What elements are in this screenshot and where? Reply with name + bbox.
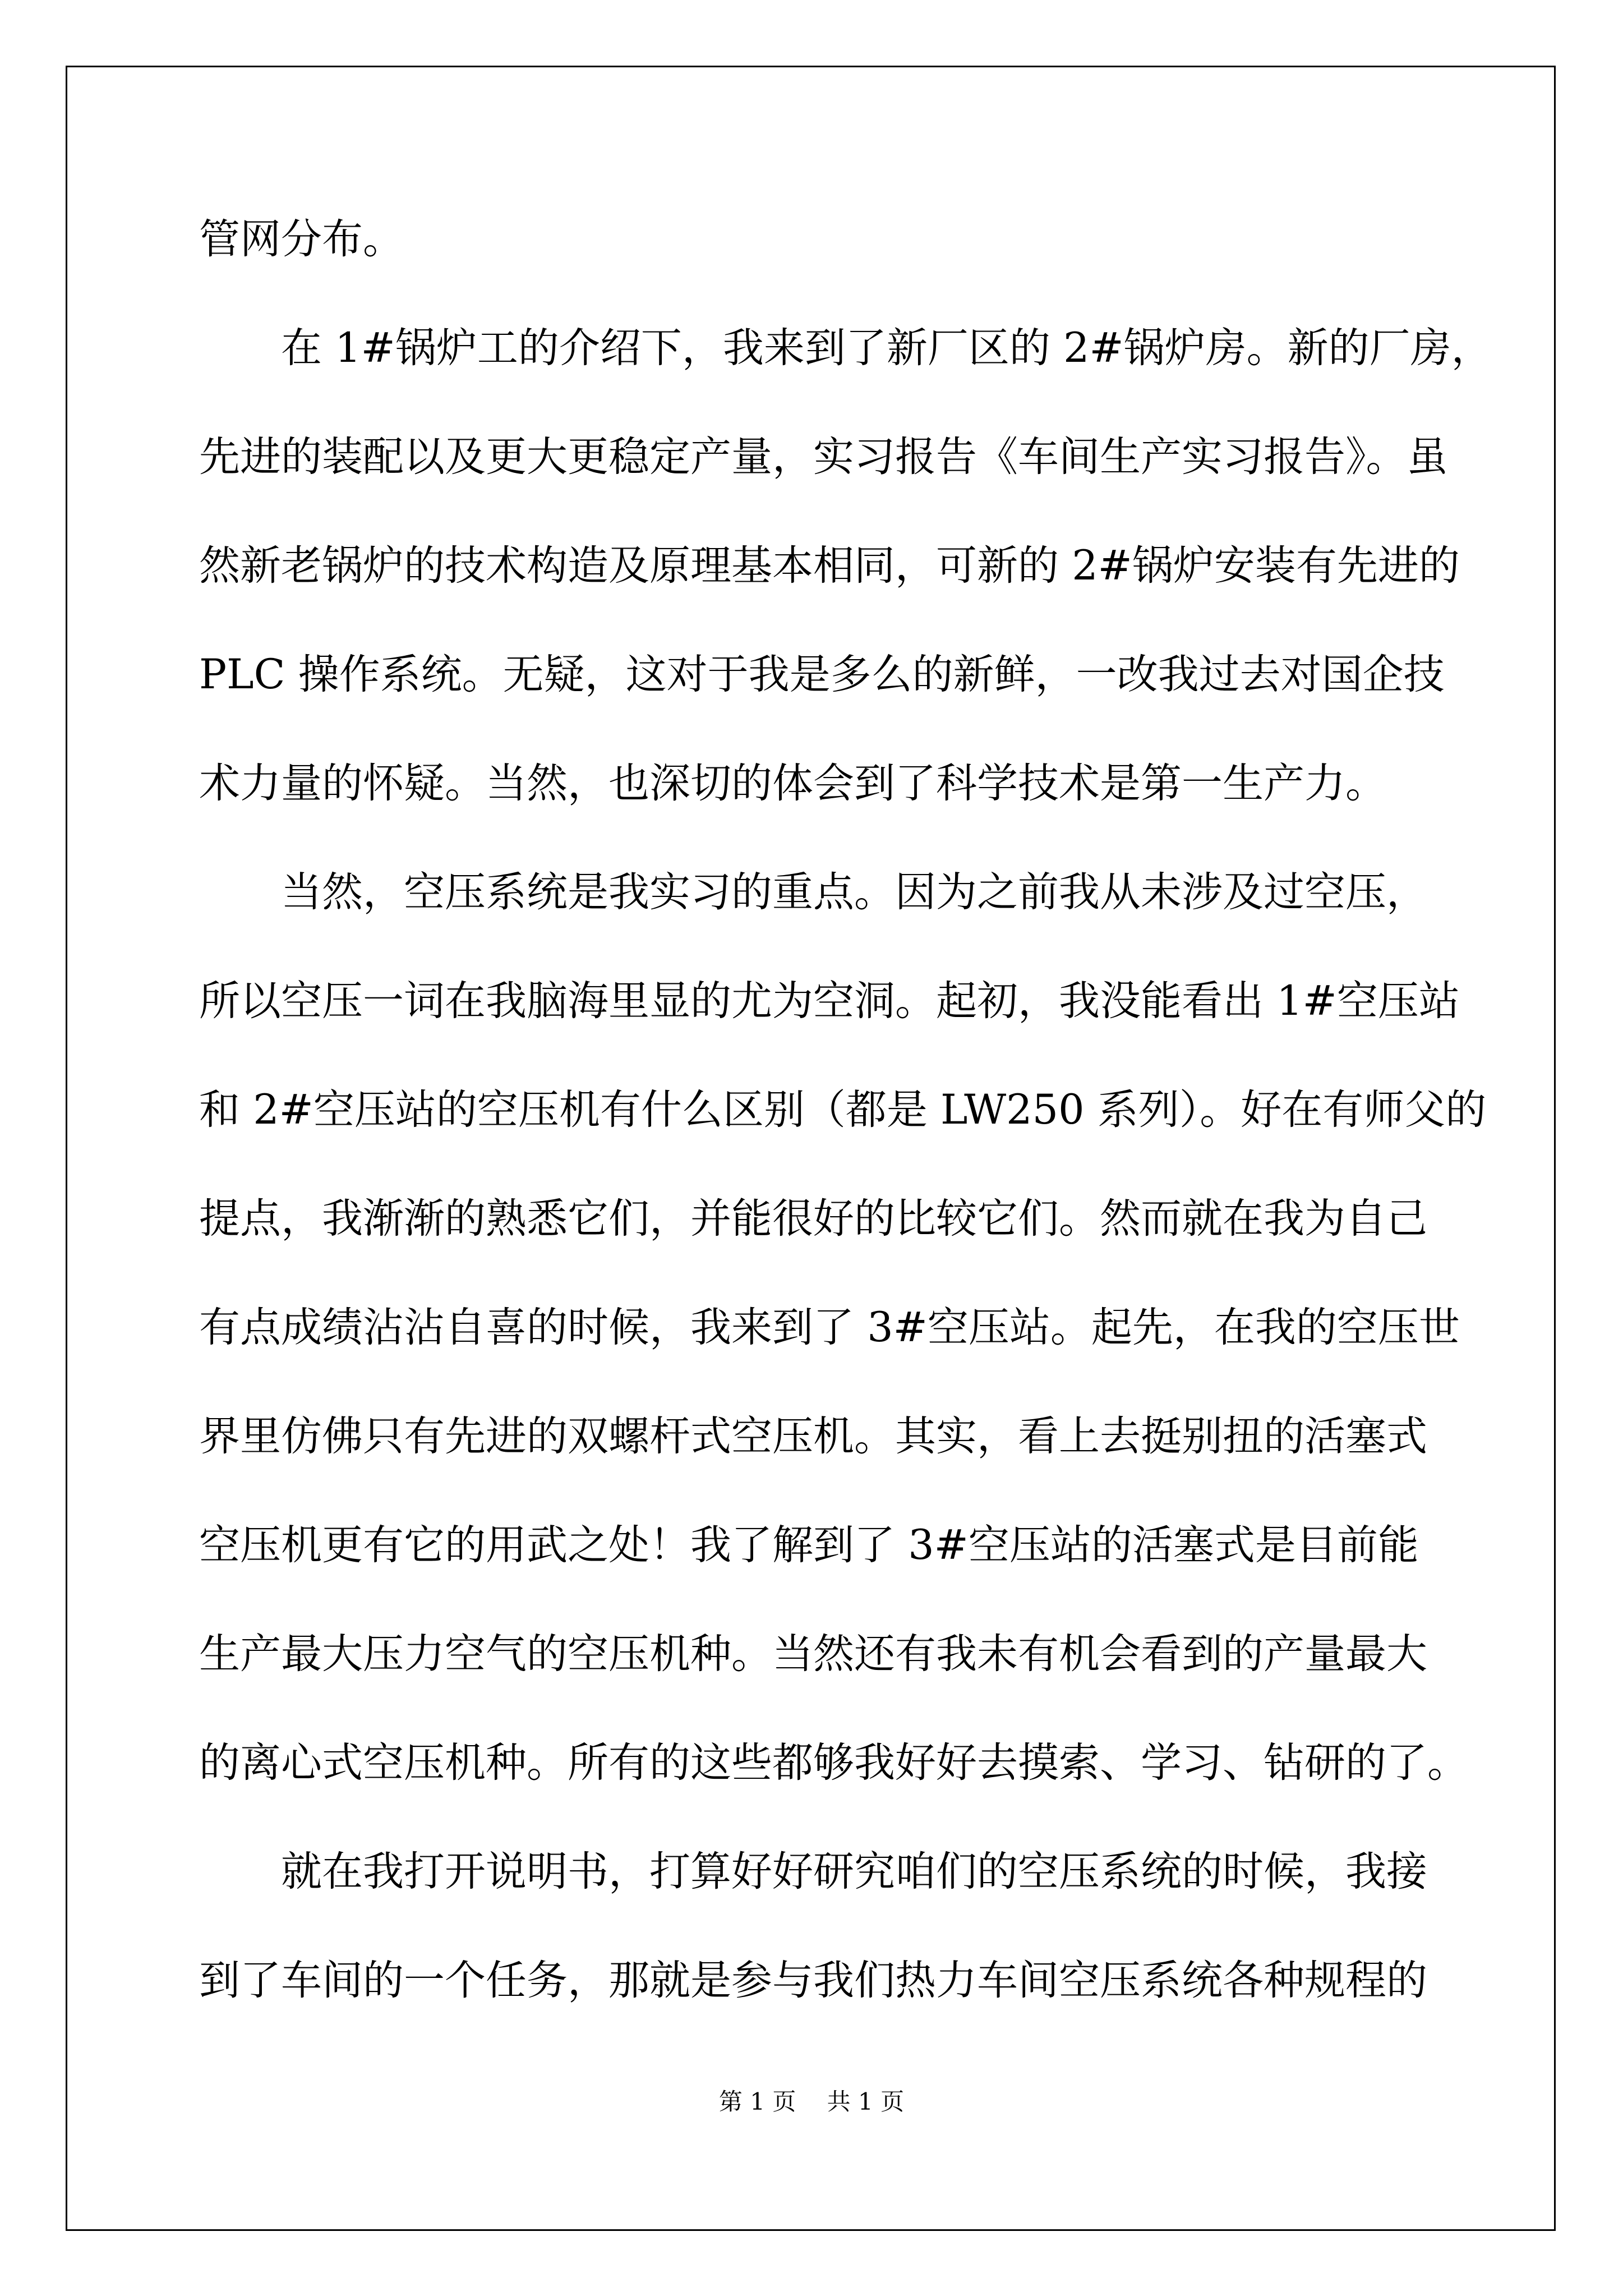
- text-line: 术力量的怀疑。当然，也深切的体会到了科学技术是第一生产力。: [199, 760, 1386, 807]
- text-line: 空压机更有它的用武之处！我了解到了 3#空压站的活塞式是目前能: [199, 1521, 1419, 1569]
- text-line: 界里仿佛只有先进的双螺杆式空压机。其实，看上去挺别扭的活塞式: [199, 1412, 1427, 1460]
- text-line: 在 1#锅炉工的介绍下，我来到了新厂区的 2#锅炉房。新的厂房，: [199, 324, 1492, 372]
- text-line: 和 2#空压站的空压机有什么区别（都是 LW250 系列）。好在有师父的: [199, 1086, 1487, 1134]
- text-line: PLC 操作系统。无疑，这对于我是多么的新鲜，一改我过去对国企技: [199, 651, 1445, 698]
- text-line: 生产最大压力空气的空压机种。当然还有我未有机会看到的产量最大: [199, 1630, 1427, 1678]
- text-line: 的离心式空压机种。所有的这些都够我好好去摸索、学习、钻研的了。: [199, 1739, 1468, 1787]
- page-number-footer: 第 1 页 共 1 页: [718, 2088, 905, 2115]
- text-line: 有点成绩沾沾自喜的时候，我来到了 3#空压站。起先，在我的空压世: [199, 1304, 1460, 1351]
- text-line: 管网分布。: [199, 215, 404, 263]
- text-line: 所以空压一词在我脑海里显的尤为空洞。起初，我没能看出 1#空压站: [199, 977, 1460, 1025]
- document-body: [199, 212, 1492, 2008]
- text-line: 然新老锅炉的技术构造及原理基本相同，可新的 2#锅炉安装有先进的: [199, 542, 1460, 590]
- text-line: 提点，我渐渐的熟悉它们，并能很好的比较它们。然而就在我为自己: [199, 1195, 1427, 1243]
- text-line: 到了车间的一个任务，那就是参与我们热力车间空压系统各种规程的: [199, 1957, 1427, 2004]
- text-line: 当然，空压系统是我实习的重点。因为之前我从未涉及过空压，: [199, 868, 1427, 916]
- text-line: 就在我打开说明书，打算好好研究咱们的空压系统的时候，我接: [199, 1848, 1427, 1895]
- text-line: 先进的装配以及更大更稳定产量，实习报告《车间生产实习报告》。虽: [199, 433, 1448, 481]
